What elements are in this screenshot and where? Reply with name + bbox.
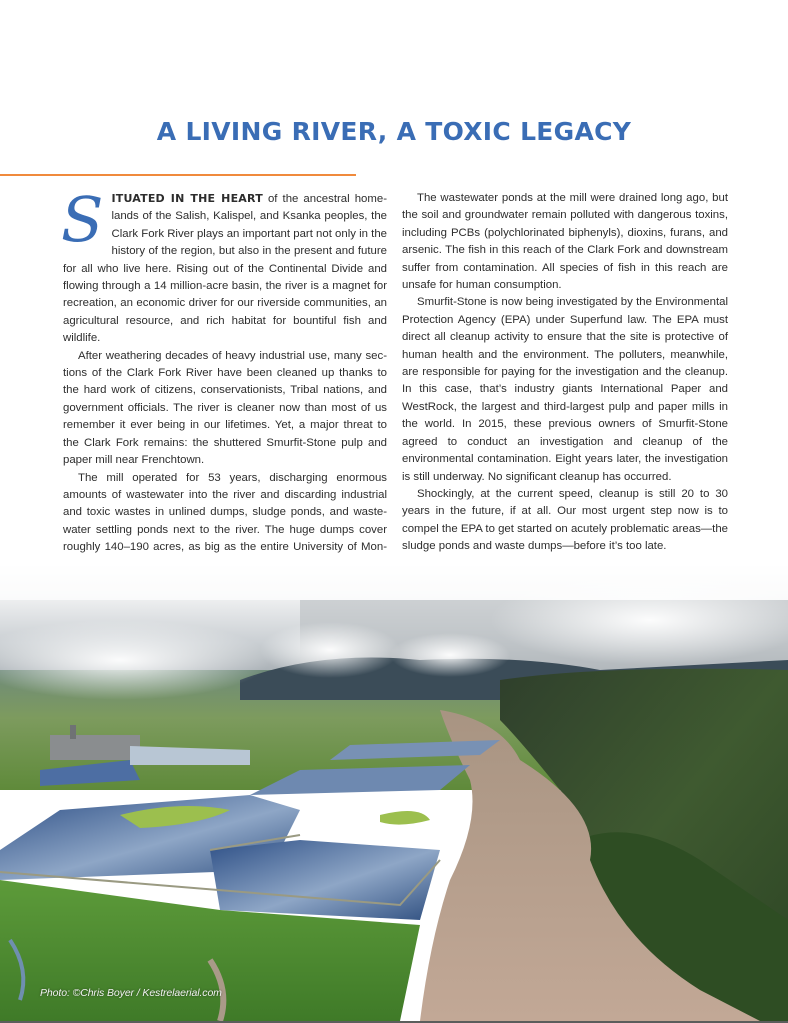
paragraph: Shockingly, at the current speed, cleanup is still 20 to 30 years in the future, if at all. Our most urgent step now is to compel the EPA to get started on acutely problematic areas—the sludge ponds and waste dumps—before it’s too late. bbox=[402, 487, 728, 553]
paragraph: After weathering decades of heavy industrial use, many sections of the Clark Fork River have been cleaned up thanks to the hard work of citizens, conservationists, Tribal nations, and government officials. The river is cleaner now than most of us remember it ever being in our lifetimes. Yet, a major threat to the Clark Fork remains: the shuttered Smurfit-Stone pulp and paper mill near Frenchtown. bbox=[63, 349, 387, 467]
right-column bbox=[402, 190, 728, 556]
photo-credit: Photo: ©Chris Boyer / Kestrelaerial.com bbox=[40, 987, 222, 999]
drop-cap: S bbox=[61, 183, 104, 256]
paragraph-intro bbox=[61, 183, 387, 348]
article-title: A LIVING RIVER, A TOXIC LEGACY bbox=[156, 117, 632, 146]
paragraph: The wastewater ponds at the mill were drained long ago, but the soil and groundwater remain polluted with dangerous toxins, including PCBs (polychlorinated biphenyls), dioxins, furans, and arsenic. The fish in this reach of the Clark Fork and downstream suffer from contamination. All species of fish in this reach are unsafe for human consumption. bbox=[402, 192, 728, 292]
paragraph-text: of the ancestral homelands of the Salish, Kalispel, and Ksanka peoples, the Clark Fork River plays an important part not only in the history of the region, but also in the present and future for all who live here. Rising out of the Continental Divide and flowing through a 14 million-acre basin, the river is a magnet for recreation, an economic driver for our riverside communities, an agricultural resource, and rich habitat for bountiful fish and wildlife. bbox=[63, 193, 387, 345]
paragraph: The mill operated for 53 years, discharging enormous amounts of wastewater into the river and discarding industrial and toxic wastes in unlined dumps, sludge ponds, and wastewater settling ponds next to the river. The huge dumps cover roughly 140–190 acres, as big as the entire University of Mon bbox=[63, 471, 387, 554]
photo-illustration bbox=[0, 560, 788, 1021]
paragraph: Smurfit-Stone is now being investigated by the Environmental Protection Agency (EPA) under Superfund law. The EPA must direct all cleanup activity to ensure that the site is protective of human health and the environment. The polluters, meanwhile, are responsible for paying for the investigation and the cleanup. In this case, that’s industry giants International Paper and WestRock, the largest and third-largest pulp and paper mills in the world. In 2015, these previous owners of Smurfit-Stone agreed to conduct an investigation and cleanup of the environmental contamination. Eight years later, the investigation is still underway. No significant cleanup has occurred. bbox=[402, 296, 728, 483]
left-column bbox=[61, 183, 387, 591]
lead-in: ITUATED IN THE HEART bbox=[111, 192, 263, 205]
aerial-river-photo bbox=[0, 560, 788, 1021]
title-rule-divider bbox=[0, 174, 356, 176]
